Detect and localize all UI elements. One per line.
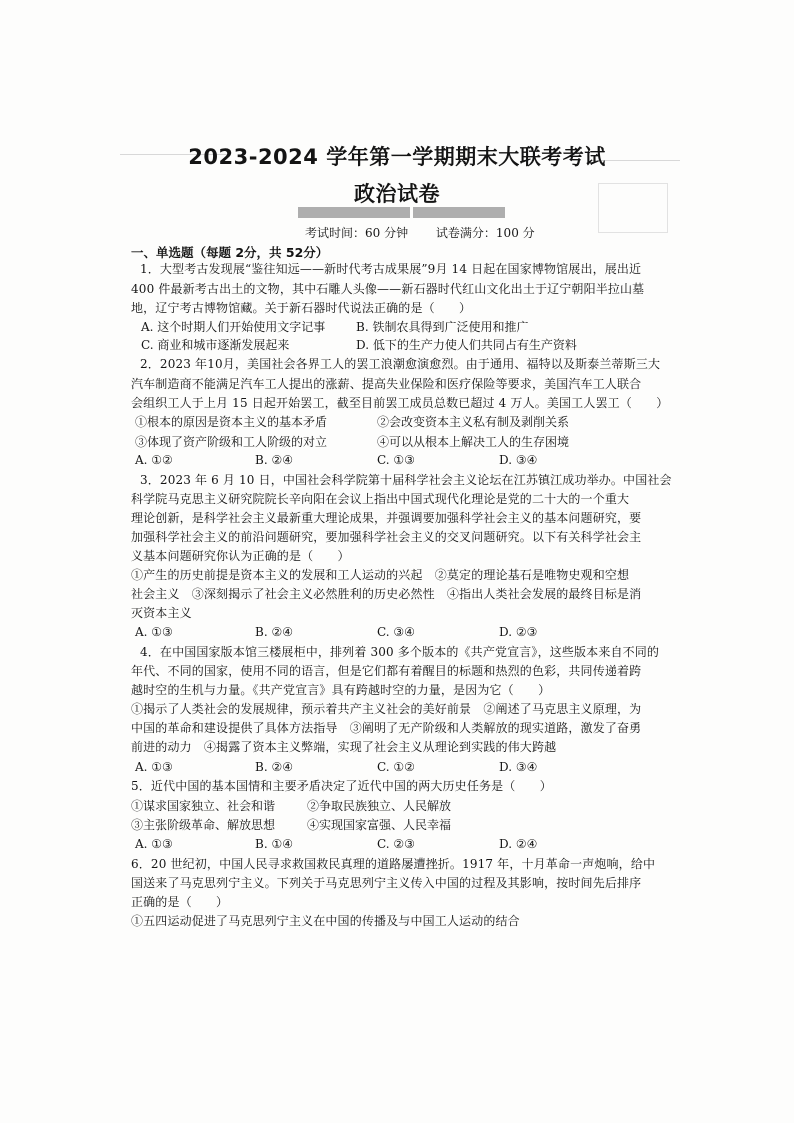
option-d: D. 低下的生产力使人们共同占有生产资料 — [356, 338, 577, 352]
statement-4: ④可以从根本上解决工人的生存困境 — [377, 435, 570, 449]
statement-3: ③体现了资产阶级和工人阶级的对立 — [135, 435, 328, 449]
question-4-line: 中国的革命和建设提供了具体方法指导 ③阐明了无产阶级和人类解放的现实道路，激发了奋勇 — [131, 721, 642, 735]
statement-1: ①谋求国家独立、社会和谐 — [131, 799, 276, 813]
question-3-line: 科学院马克思主义研究院院长辛向阳在会议上指出中国式现代化理论是党的二十大的一个重大 — [131, 492, 630, 506]
option-a: A. ①③ — [135, 625, 173, 639]
statement-2: ②会改变资本主义私有制及剥削关系 — [377, 415, 570, 429]
option-d: D. ②④ — [499, 837, 538, 851]
question-6-line: ①五四运动促进了马克思列宁主义在中国的传播及与中国工人运动的结合 — [131, 914, 520, 928]
section-heading: 一、单选题（每题 2分，共 52分） — [131, 245, 329, 260]
statement-2: ②争取民族独立、人民解放 — [307, 799, 452, 813]
question-3-line: 3．2023 年 6 月 10 日，中国社会科学院第十届科学社会主义论坛在江苏镇江成功举办。中国社会 — [140, 473, 672, 487]
question-1-line: 400 件最新考古出土的文物，其中石雕人头像——新石器时代红山文化出土于辽宁朝阳半拉山墓 — [131, 282, 645, 296]
exam-time: 考试时间：60 分钟 — [305, 226, 409, 240]
option-a: A. ①③ — [135, 760, 173, 774]
option-a: A. 这个时期人们开始使用文字记事 — [141, 320, 326, 334]
option-b: B. ①④ — [255, 837, 293, 851]
option-d: D. ③④ — [499, 760, 538, 774]
question-4-line: 4．在中国国家版本馆三楼展柜中，排列着 300 多个版本的《共产党宣言》，这些版本来自不同的 — [140, 645, 660, 659]
option-b: B. 铁制农具得到广泛使用和推广 — [356, 320, 529, 334]
question-4-line: 前进的动力 ④揭露了资本主义弊端，实现了社会主义从理论到实践的伟大跨越 — [131, 740, 557, 754]
exam-subject: 政治试卷 — [354, 182, 440, 206]
question-2-line: 2．2023 年10月，美国社会各界工人的罢工浪潮愈演愈烈。由于通用、福特以及斯泰兰蒂斯三大 — [140, 357, 661, 371]
question-1-line: 地，辽宁考古博物馆藏。关于新石器时代说法正确的是（ ） — [131, 301, 472, 315]
option-c: C. ①③ — [377, 453, 415, 467]
option-c: C. ②③ — [377, 837, 415, 851]
exam-title: 2023-2024 学年第一学期期末大联考考试 — [188, 145, 606, 169]
option-d: D. ③④ — [499, 453, 538, 467]
option-b: B. ②④ — [255, 453, 293, 467]
question-4-line: 年代、不同的国家，使用不同的语言，但是它们都有着醒目的标题和热烈的色彩，共同传递着跨 — [131, 664, 642, 678]
question-5-line: 5．近代中国的基本国情和主要矛盾决定了近代中国的两大历史任务是（ ） — [131, 779, 552, 793]
option-b: B. ②④ — [255, 625, 293, 639]
statement-1: ①根本的原因是资本主义的基本矛盾 — [135, 415, 328, 429]
question-1-line: 1．大型考古发现展“鉴往知远——新时代考古成果展”9月 14 日起在国家博物馆展出，展出近 — [140, 262, 642, 276]
option-c: C. 商业和城市逐渐发展起来 — [141, 338, 290, 352]
option-b: B. ②④ — [255, 760, 293, 774]
question-3-line: 社会主义 ③深刻揭示了社会主义必然胜利的历史必然性 ④指出人类社会发展的最终目标是消 — [131, 587, 642, 601]
option-d: D. ②③ — [499, 625, 538, 639]
question-3-line: 义基本问题研究你认为正确的是（ ） — [131, 549, 350, 563]
question-3-line: ①产生的历史前提是资本主义的发展和工人运动的兴起 ②莫定的理论基石是唯物史观和空想 — [131, 568, 630, 582]
question-2-line: 汽车制造商不能满足汽车工人提出的涨薪、提高失业保险和医疗保险等要求，美国汽车工人联合 — [131, 377, 642, 391]
option-a: A. ①③ — [135, 837, 173, 851]
option-c: C. ①② — [377, 760, 415, 774]
question-3-line: 理论创新，是科学社会主义最新重大理论成果，并强调要加强科学社会主义的基本问题研究，要 — [131, 511, 642, 525]
question-6-line: 6．20 世纪初，中国人民寻求救国救民真理的道路屡遭挫折。1917 年，十月革命一声炮响，给中 — [131, 857, 656, 871]
option-c: C. ③④ — [377, 625, 415, 639]
option-a: A. ①② — [135, 453, 173, 467]
full-score: 试卷满分：100 分 — [435, 226, 535, 240]
redacted-area — [413, 207, 505, 218]
question-6-line: 正确的是（ ） — [131, 895, 229, 909]
question-4-line: 越时空的生机与力量。《共产党宣言》具有跨越时空的力量，是因为它（ ） — [131, 683, 551, 697]
question-2-line: 会组织工人于上月 15 日起开始罢工，截至目前罢工成员总数已超过 4 万人。美国工人罢工（ ） — [131, 396, 669, 410]
question-6-line: 国送来了马克思列宁主义。下列关于马克思列宁主义传入中国的过程及其影响，按时间先后排序 — [131, 876, 642, 890]
question-4-line: ①揭示了人类社会的发展规律，预示着共产主义社会的美好前景 ②阐述了马克思主义原理，为 — [131, 702, 642, 716]
statement-3: ③主张阶级革命、解放思想 — [131, 818, 276, 832]
statement-4: ④实现国家富强、人民幸福 — [307, 818, 452, 832]
redacted-area — [298, 207, 410, 218]
question-3-line: 加强科学社会主义的前沿问题研究，要加强科学社会主义的交叉问题研究。以下有关科学社会主 — [131, 530, 642, 544]
exam-meta — [305, 224, 559, 241]
question-3-line: 灭资本主义 — [131, 606, 192, 620]
